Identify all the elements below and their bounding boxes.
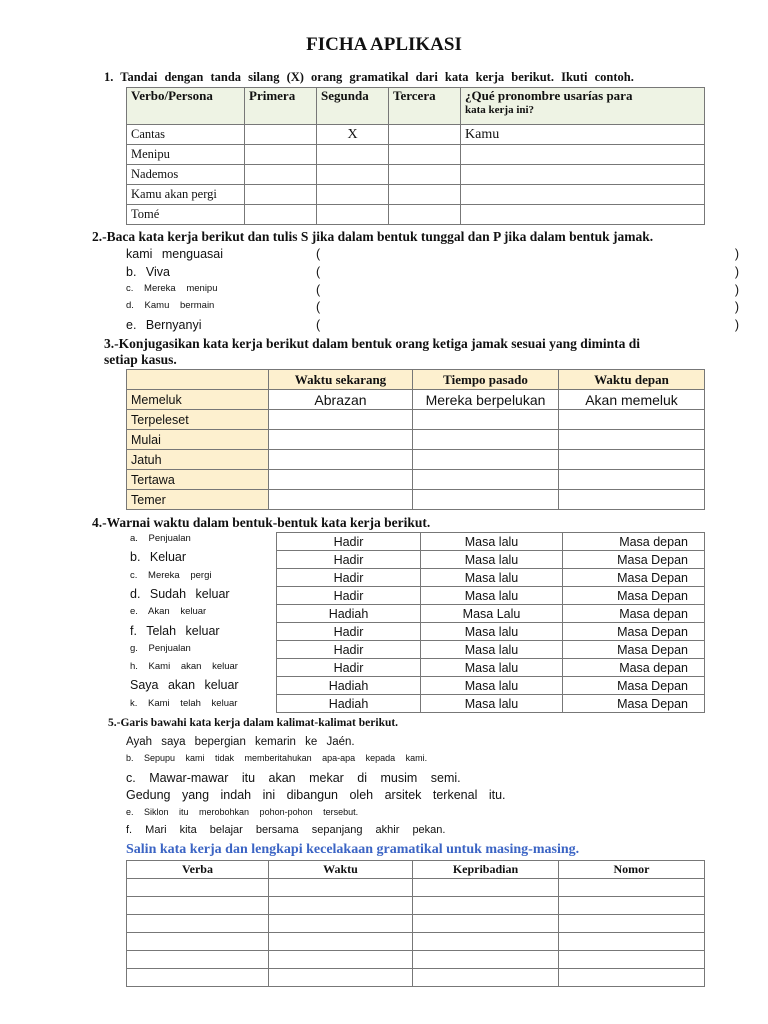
q4-time-option[interactable]: Masa lalu: [421, 677, 563, 695]
q1-header-cell: Tercera: [389, 88, 461, 125]
q6-header-cell: Kepribadian: [413, 861, 559, 879]
answer-blank[interactable]: ( ): [316, 265, 740, 279]
q3-cell[interactable]: Abrazan: [269, 390, 413, 410]
q4-row: [277, 677, 705, 695]
q1-cell: Menipu: [127, 145, 245, 165]
q3-row: [127, 490, 705, 510]
q4-item: k. Kami telah keluar: [130, 697, 238, 709]
q1-cell[interactable]: Kamu: [461, 125, 705, 145]
q1-header-cell: Verbo/Persona: [127, 88, 245, 125]
q1-cell[interactable]: [245, 125, 317, 145]
q3-cell: Tertawa: [127, 470, 269, 490]
q1-header-cell: Segunda: [317, 88, 389, 125]
q2-item: kami menguasai: [126, 247, 224, 261]
q4-instruction: 4.-Warnai waktu dalam bentuk-bentuk kata kerja berikut.: [92, 515, 431, 530]
q5-sentence: Gedung yang indah ini dibangun oleh arsitek terkenal itu.: [126, 788, 506, 802]
q6-answer-cell[interactable]: [413, 951, 559, 969]
q3-cell[interactable]: Mereka berpelukan: [413, 390, 559, 410]
q4-time-option[interactable]: Masa lalu: [421, 569, 563, 587]
q2-item: c. Mereka menipu: [126, 283, 218, 294]
q4-time-option[interactable]: Masa Depan: [563, 587, 705, 605]
q3-cell: Memeluk: [127, 390, 269, 410]
q6-answer-cell[interactable]: [269, 897, 413, 915]
q3-cell[interactable]: [269, 470, 413, 490]
q6-answer-cell[interactable]: [127, 915, 269, 933]
q6-answer-cell[interactable]: [127, 933, 269, 951]
q1-header-cell: Primera: [245, 88, 317, 125]
q3-cell[interactable]: [559, 470, 705, 490]
q4-row: [277, 533, 705, 551]
q4-time-option[interactable]: Masa Depan: [563, 641, 705, 659]
q2-item: d. Kamu bermain: [126, 300, 215, 311]
q1-header-question: ¿Qué pronombre usarías para: [465, 88, 633, 103]
q4-time-option[interactable]: Masa Depan: [563, 695, 705, 713]
q3-header-cell: Waktu depan: [559, 370, 705, 390]
q1-cell[interactable]: [245, 165, 317, 185]
q1-row: [127, 125, 705, 145]
q6-answer-cell[interactable]: [559, 897, 705, 915]
q3-cell: Jatuh: [127, 450, 269, 470]
q4-row: [277, 623, 705, 641]
q3-cell[interactable]: [269, 410, 413, 430]
q4-time-option[interactable]: Masa lalu: [421, 587, 563, 605]
q4-row: [277, 659, 705, 677]
q6-empty-row: [127, 969, 705, 987]
q2-instruction: 2.-Baca kata kerja berikut dan tulis S jika dalam bentuk tunggal dan P jika dalam bentuk jamak.: [92, 229, 654, 244]
answer-blank[interactable]: ( ): [316, 247, 740, 261]
q6-answer-cell[interactable]: [127, 969, 269, 987]
q4-time-option[interactable]: Masa lalu: [421, 623, 563, 641]
q4-time-option[interactable]: Hadir: [277, 623, 421, 641]
q1-cell[interactable]: [461, 165, 705, 185]
q4-row: [277, 695, 705, 713]
q1-cell[interactable]: [317, 145, 389, 165]
q6-answer-cell[interactable]: [269, 879, 413, 897]
q3-cell[interactable]: [413, 450, 559, 470]
q4-time-option[interactable]: Hadir: [277, 587, 421, 605]
q3-table: [126, 369, 705, 510]
q1-row: [127, 165, 705, 185]
q1-cell[interactable]: [389, 125, 461, 145]
q6-answer-cell[interactable]: [413, 879, 559, 897]
q2-item: b. Viva: [126, 265, 170, 279]
q1-cell[interactable]: [245, 185, 317, 205]
q3-header-cell: Tiempo pasado: [413, 370, 559, 390]
q6-answer-cell[interactable]: [559, 915, 705, 933]
q6-answer-cell[interactable]: [559, 933, 705, 951]
q6-header-cell: Waktu: [269, 861, 413, 879]
q4-time-option[interactable]: Masa lalu: [421, 695, 563, 713]
q1-cell[interactable]: [461, 145, 705, 165]
q1-header-question-sub: kata kerja ini?: [465, 104, 535, 116]
q6-answer-cell[interactable]: [127, 897, 269, 915]
q4-time-option[interactable]: Hadir: [277, 641, 421, 659]
q4-time-option[interactable]: Masa depan: [563, 659, 705, 677]
q4-time-option[interactable]: Masa depan: [563, 605, 705, 623]
q5-instruction: 5.-Garis bawahi kata kerja dalam kalimat-kalimat berikut.: [108, 717, 399, 729]
q3-header-cell: [127, 370, 269, 390]
q5-sentence: c. Mawar-mawar itu akan mekar di musim semi.: [126, 771, 461, 785]
q1-table: [126, 87, 705, 225]
q3-row: [127, 430, 705, 450]
q3-cell: Terpeleset: [127, 410, 269, 430]
q1-cell: Kamu akan pergi: [127, 185, 245, 205]
q4-time-option[interactable]: Masa Depan: [563, 677, 705, 695]
q1-cell[interactable]: [389, 185, 461, 205]
q6-header-cell: Verba: [127, 861, 269, 879]
answer-blank[interactable]: ( ): [316, 300, 740, 314]
q1-cell[interactable]: [245, 205, 317, 225]
q3-cell[interactable]: [559, 490, 705, 510]
q6-answer-cell[interactable]: [269, 951, 413, 969]
q4-table: [276, 532, 705, 713]
q6-answer-cell[interactable]: [413, 897, 559, 915]
q6-answer-cell[interactable]: [559, 951, 705, 969]
q6-table: [126, 860, 705, 987]
q1-cell[interactable]: [245, 145, 317, 165]
q1-cell: Cantas: [127, 125, 245, 145]
q6-empty-row: [127, 951, 705, 969]
q5-sentence: f. Mari kita belajar bersama sepanjang akhir pekan.: [126, 824, 446, 836]
q3-cell[interactable]: [413, 430, 559, 450]
q4-time-option[interactable]: Masa lalu: [421, 551, 563, 569]
q3-row: [127, 470, 705, 490]
q4-time-option[interactable]: Hadiah: [277, 695, 421, 713]
q1-cell[interactable]: [317, 205, 389, 225]
q3-cell[interactable]: [413, 470, 559, 490]
q6-answer-cell[interactable]: [413, 969, 559, 987]
q4-time-option[interactable]: Hadiah: [277, 605, 421, 623]
q4-time-option[interactable]: Masa Lalu: [421, 605, 563, 623]
q6-answer-cell[interactable]: [269, 915, 413, 933]
q1-cell[interactable]: [389, 145, 461, 165]
q4-item: b. Keluar: [130, 550, 187, 565]
q1-row: [127, 205, 705, 225]
q3-cell[interactable]: [269, 430, 413, 450]
q1-cell[interactable]: [317, 185, 389, 205]
q4-time-option[interactable]: Masa depan: [563, 533, 705, 551]
q1-row: [127, 145, 705, 165]
q4-item: h. Kami akan keluar: [130, 661, 238, 673]
q3-cell[interactable]: [559, 410, 705, 430]
q3-cell[interactable]: [413, 410, 559, 430]
q4-item: d. Sudah keluar: [130, 586, 230, 601]
q4-time-option[interactable]: Masa Depan: [563, 551, 705, 569]
q3-instruction: 3.-Konjugasikan kata kerja berikut dalam bentuk orang ketiga jamak sesuai yang diminta di: [104, 336, 640, 351]
q1-cell[interactable]: X: [317, 125, 389, 145]
q3-cell[interactable]: Akan memeluk: [559, 390, 705, 410]
answer-blank[interactable]: ( ): [316, 318, 740, 332]
q1-cell[interactable]: [461, 205, 705, 225]
q6-empty-row: [127, 879, 705, 897]
q6-answer-cell[interactable]: [127, 879, 269, 897]
q3-row: [127, 410, 705, 430]
page-title: FICHA APLIKASI: [306, 34, 462, 55]
q3-cell: Temer: [127, 490, 269, 510]
q6-empty-row: [127, 915, 705, 933]
q1-row: [127, 185, 705, 205]
q3-cell[interactable]: [269, 450, 413, 470]
q5-sentence: Ayah saya bepergian kemarin ke Jaén.: [126, 736, 355, 748]
q1-cell[interactable]: [389, 205, 461, 225]
q5-sentence: e. Siklon itu merobohkan pohon-pohon tersebut.: [126, 807, 359, 817]
q6-answer-cell[interactable]: [413, 933, 559, 951]
q4-item: e. Akan keluar: [130, 606, 207, 618]
q1-cell: Tomé: [127, 205, 245, 225]
q4-row: [277, 605, 705, 623]
q3-cell[interactable]: [559, 450, 705, 470]
q1-header-cell: [461, 88, 705, 125]
q1-cell[interactable]: [461, 185, 705, 205]
q1-instruction: 1. Tandai dengan tanda silang (X) orang gramatikal dari kata kerja berikut. Ikuti contoh.: [104, 70, 634, 84]
q3-cell: Mulai: [127, 430, 269, 450]
q4-time-option[interactable]: Hadir: [277, 569, 421, 587]
q3-header-cell: Waktu sekarang: [269, 370, 413, 390]
q4-item: a. Penjualan: [130, 533, 191, 544]
q6-answer-cell[interactable]: [269, 933, 413, 951]
q4-item: Saya akan keluar: [130, 678, 239, 693]
q1-cell[interactable]: [317, 165, 389, 185]
q4-row: [277, 569, 705, 587]
q3-cell[interactable]: [269, 490, 413, 510]
q4-time-option[interactable]: Masa lalu: [421, 641, 563, 659]
q4-row: [277, 587, 705, 605]
q3-row: [127, 390, 705, 410]
q4-item: f. Telah keluar: [130, 623, 220, 638]
q4-row: [277, 641, 705, 659]
q6-header-cell: Nomor: [559, 861, 705, 879]
q6-answer-cell[interactable]: [559, 879, 705, 897]
q2-item: e. Bernyanyi: [126, 318, 202, 332]
q4-time-option[interactable]: Hadir: [277, 533, 421, 551]
q4-time-option[interactable]: Masa lalu: [421, 533, 563, 551]
q4-row: [277, 551, 705, 569]
q1-cell[interactable]: [389, 165, 461, 185]
q4-time-option[interactable]: Masa Depan: [563, 569, 705, 587]
q4-time-option[interactable]: Masa lalu: [421, 659, 563, 677]
q3-row: [127, 450, 705, 470]
q6-answer-cell[interactable]: [269, 969, 413, 987]
q6-instruction: Salin kata kerja dan lengkapi kecelakaan gramatikal untuk masing-masing.: [126, 842, 580, 857]
q4-time-option[interactable]: Hadiah: [277, 677, 421, 695]
q6-empty-row: [127, 897, 705, 915]
q6-answer-cell[interactable]: [127, 951, 269, 969]
q4-time-option[interactable]: Hadir: [277, 659, 421, 677]
q6-answer-cell[interactable]: [413, 915, 559, 933]
q4-time-option[interactable]: Masa Depan: [563, 623, 705, 641]
q4-item: g. Penjualan: [130, 642, 191, 654]
q6-empty-row: [127, 933, 705, 951]
q4-time-option[interactable]: Hadir: [277, 551, 421, 569]
q5-sentence: b. Sepupu kami tidak memberitahukan apa-apa kepada kami.: [126, 753, 428, 763]
answer-blank[interactable]: ( ): [316, 283, 740, 297]
q3-cell[interactable]: [413, 490, 559, 510]
q6-answer-cell[interactable]: [559, 969, 705, 987]
q1-cell: Nademos: [127, 165, 245, 185]
q3-cell[interactable]: [559, 430, 705, 450]
q4-item: c. Mereka pergi: [130, 569, 212, 581]
q3-instruction: setiap kasus.: [104, 352, 177, 367]
